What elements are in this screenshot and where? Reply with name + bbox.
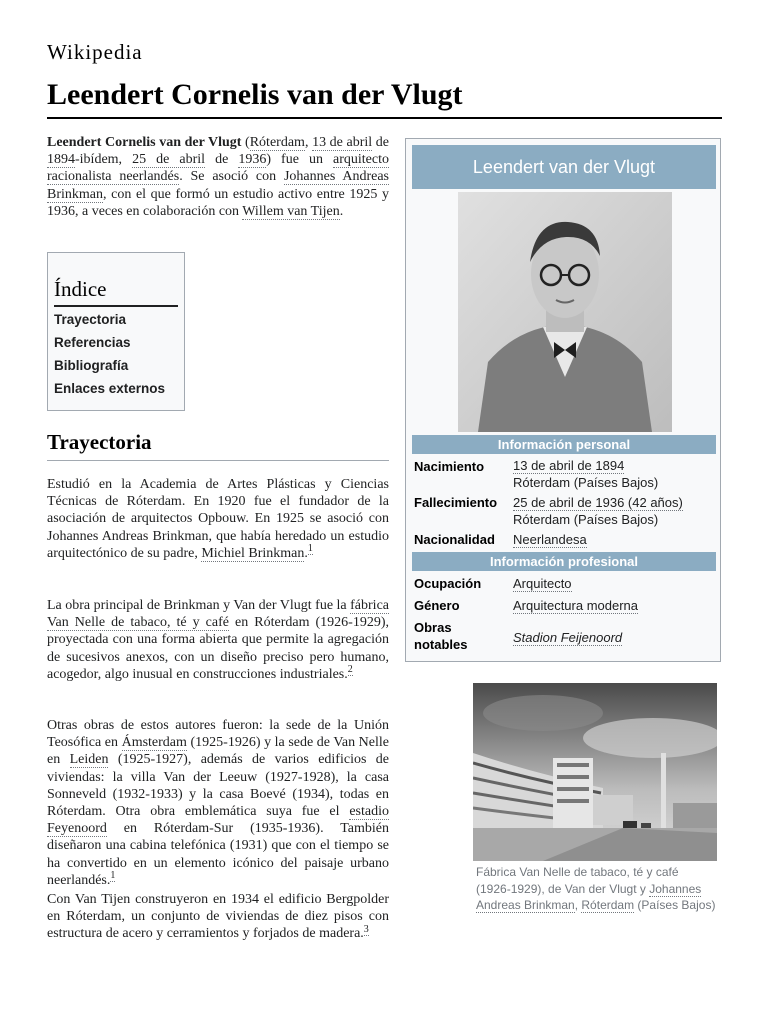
link-michiel-brinkman[interactable]: Michiel Brinkman	[201, 545, 305, 561]
section-personal-info: Información personal	[412, 435, 716, 454]
obras-label-line2: notables	[414, 637, 468, 652]
label-ocupacion: Ocupación	[414, 576, 482, 591]
toc-item-trayectoria[interactable]: Trayectoria	[54, 312, 127, 327]
page-title: Leendert Cornelis van der Vlugt	[47, 78, 463, 111]
section-professional-info: Información profesional	[412, 552, 716, 571]
reference-link[interactable]: 1	[307, 543, 313, 555]
label-obras-notables	[414, 619, 467, 653]
reference-link[interactable]: 1	[110, 870, 116, 882]
link-roterdam[interactable]: Róterdam	[249, 135, 305, 150]
subject-name: Leendert Cornelis van der Vlugt	[47, 135, 242, 150]
paragraph-text: Estudió en la Academia de Artes Plásticas y Ciencias Técnicas de Róterdam. En 1920 fue el fundador de la asociación de arquitectos Opbouw. En 1925 se asoció con Johannes Andreas Brinkman, que había heredado un estudio arquitectónico de su padre,	[47, 477, 389, 561]
paragraph-3	[47, 717, 389, 889]
paragraph-4	[47, 891, 389, 943]
factory-image	[473, 683, 717, 861]
paragraph-2	[47, 597, 389, 683]
value-ocupacion	[513, 575, 713, 592]
label-fallecimiento: Fallecimiento	[414, 495, 498, 510]
caption-link-roterdam[interactable]: Róterdam	[581, 898, 635, 912]
value-nacimiento	[513, 457, 713, 491]
caption-text: (Países Bajos)	[634, 898, 716, 912]
reference-link[interactable]: 2	[347, 664, 353, 676]
intro-text: ,	[304, 135, 313, 150]
link-arquitecto[interactable]: Arquitecto	[513, 576, 572, 591]
toc-title: Índice	[54, 277, 178, 307]
paragraph-text: .	[304, 545, 308, 561]
paragraph-text: en Róterdam-Sur (1935-1936). También diseñaron una cabina telefónica (1931) que con el tiempo se ha convertido en un elemento icónico del paisaje urbano neerlandés.	[47, 821, 389, 888]
toc-item-enlaces-externos[interactable]: Enlaces externos	[54, 381, 166, 396]
infobox	[405, 138, 721, 662]
intro-text: .	[339, 203, 344, 219]
intro-text: (	[241, 135, 250, 150]
link-death-year[interactable]: 1936	[238, 152, 267, 168]
intro-paragraph	[47, 134, 389, 220]
link-nacimiento-fecha[interactable]: 13 de abril de 1894	[513, 458, 625, 473]
paragraph-text: (1925-1926) y la sede de Van Nelle en	[47, 735, 389, 768]
label-genero: Género	[414, 598, 460, 613]
portrait-photo[interactable]	[458, 192, 672, 432]
link-arquitecto-racionalista[interactable]: arquitecto racionalista neerlandés	[47, 152, 389, 185]
nacimiento-lugar: Róterdam (Países Bajos)	[513, 475, 659, 490]
section-divider	[47, 460, 389, 461]
value-genero	[513, 597, 713, 614]
link-leiden[interactable]: Leiden	[69, 752, 109, 768]
factory-photo[interactable]	[473, 683, 717, 861]
title-divider	[47, 117, 722, 119]
infobox-title: Leendert van der Vlugt	[412, 145, 716, 189]
reference-link[interactable]: 3	[363, 923, 369, 935]
link-birth-year[interactable]: 1894	[47, 152, 75, 168]
caption-link-brinkman[interactable]: Johannes Andreas Brinkman	[476, 881, 702, 912]
link-brinkman[interactable]: Johannes Andreas Brinkman	[47, 169, 389, 202]
toc-item-bibliografia[interactable]: Bibliografía	[54, 358, 129, 373]
paragraph-text: Otras obras de estos autores fueron: la sede de la Unión Teosófica en	[47, 718, 389, 751]
link-van-tijen[interactable]: Willem van Tijen	[242, 203, 340, 219]
intro-text: . Se asoció con	[179, 169, 284, 185]
intro-text: , con el que formó un estudio activo entre 1925 y 1936, a veces en colaboración con	[47, 186, 389, 219]
link-birth-date[interactable]: 13 de abril	[312, 135, 373, 150]
section-heading-trayectoria: Trayectoria	[47, 430, 152, 454]
intro-text: de	[372, 135, 390, 150]
intro-text: de	[205, 152, 239, 168]
link-fabrica-van-nelle[interactable]: fábrica Van Nelle de tabaco, té y café	[47, 598, 389, 631]
toc-item-referencias[interactable]: Referencias	[54, 335, 131, 350]
label-nacimiento: Nacimiento	[414, 459, 485, 474]
intro-text: ) fue un	[266, 152, 334, 168]
paragraph-text: en Róterdam (1926-1929), proyectada con una forma abierta que permite la agregación de sucesivos anexos, con un diseño preciso pero humano, acogedor, algo inusual en construcciones industriales.	[47, 615, 389, 682]
paragraph-1	[47, 476, 389, 562]
intro-text: -ibídem,	[75, 152, 133, 168]
value-fallecimiento	[513, 494, 713, 528]
link-amsterdam[interactable]: Ámsterdam	[121, 735, 187, 751]
caption-text: Fábrica Van Nelle de tabaco, té y café (1926-1929), de Van der Vlugt y	[476, 865, 679, 896]
link-neerlandesa[interactable]: Neerlandesa	[513, 532, 587, 547]
link-arquitectura-moderna[interactable]: Arquitectura moderna	[513, 598, 639, 613]
value-obras-notables	[513, 629, 713, 646]
photo-caption	[476, 864, 716, 914]
link-death-date[interactable]: 25 de abril	[132, 152, 206, 168]
paragraph-text: (1925-1927), además de varios edificios de viviendas: la villa Van der Leeuw (1927-1928), la casa Sonneveld (1932-1933) y la casa Boevé (1934), todas en Róterdam. Otra obra emblemática suya fue el	[47, 752, 389, 820]
label-nacionalidad: Nacionalidad	[414, 532, 495, 547]
paragraph-text: La obra principal de Brinkman y Van der Vlugt fue la	[47, 598, 351, 613]
value-nacionalidad	[513, 531, 713, 548]
paragraph-text: Con Van Tijen construyeron en 1934 el edificio Bergpolder en Róterdam, un conjunto de viviendas de diez pisos con estructura de acero y cerramientos y forjados de madera.	[47, 892, 389, 942]
table-of-contents	[47, 252, 185, 411]
caption-text: ,	[574, 898, 582, 912]
obras-label-line1: Obras	[414, 620, 452, 635]
link-fallecimiento-fecha[interactable]: 25 de abril de 1936 (42 años)	[513, 495, 683, 510]
fallecimiento-lugar: Róterdam (Países Bajos)	[513, 512, 659, 527]
portrait-image	[458, 192, 672, 432]
link-stadion-feijenoord[interactable]: Stadion Feijenoord	[513, 630, 623, 645]
wikipedia-logo[interactable]: Wikipedia	[47, 40, 143, 64]
link-estadio-feyenoord[interactable]: estadio Feyenoord	[47, 804, 389, 837]
